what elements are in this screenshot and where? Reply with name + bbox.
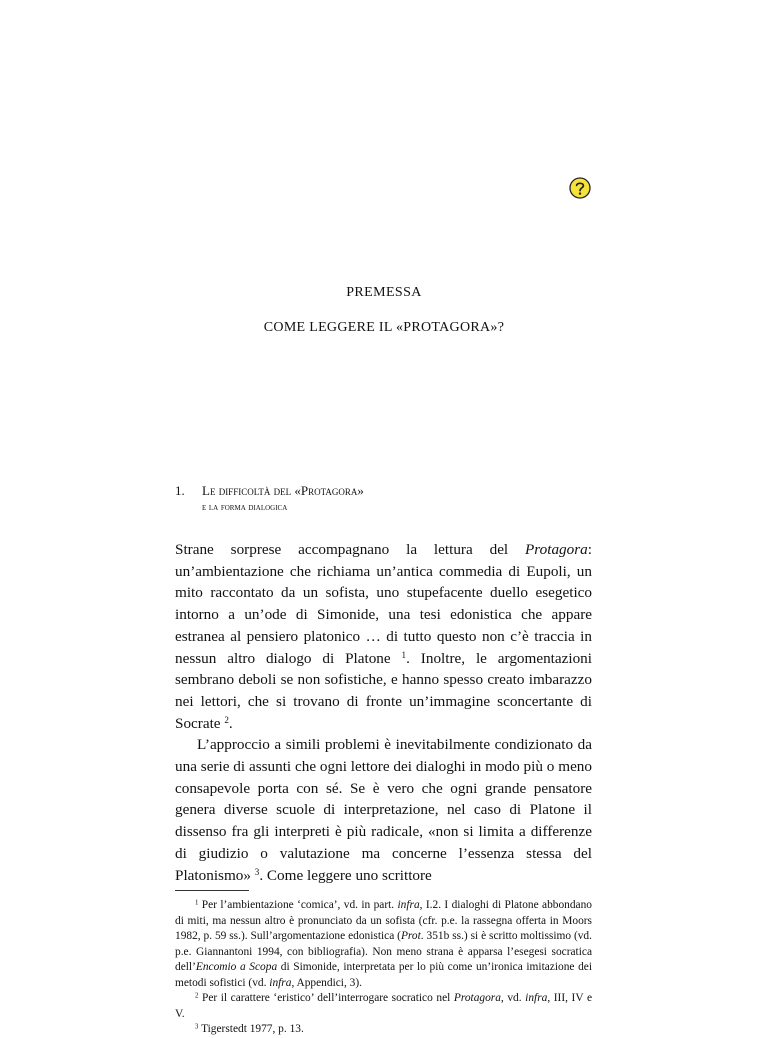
text-run: Tigerstedt 1977, p. 13. <box>201 1023 304 1035</box>
section-heading <box>175 482 364 516</box>
section-number: 1. <box>175 483 185 498</box>
text-run: di Simonide, interpretata per lo più come un’ironica imitazione dei metodi sofistici (vd. <box>175 961 592 989</box>
paragraph-1 <box>175 539 592 734</box>
footnotes <box>175 898 592 1038</box>
question-mark-icon[interactable] <box>569 177 591 199</box>
text-run: : un’ambientazione che richiama un’antica commedia di Eupoli, un mito raccontato da un sofista, uno stupefacente duello esegetico intorno a un’ode di Simonide, una tesi edonistica che appare estranea al pensiero platonico … di tutto questo non c’è traccia in nessun altro dialogo di Platone <box>175 541 592 667</box>
text-run: L’approccio a simili problemi è inevitabilmente condizionato da una serie di assunti che ogni lettore dei dialoghi in modo più o meno consapevole porta con sé. Se è vero che ogni grande pensatore genera diverse scuole di interpretazione, nel caso di Platone il dissenso fra gli interpreti è più radicale, «non si limita a differenze di giudizio o valutazione ma concerne l’essenza stessa del Platonismo» <box>175 736 592 884</box>
italic-text: Encomio a Scopa <box>195 961 278 973</box>
italic-title: Protagora <box>525 541 588 558</box>
footnote-ref-1[interactable]: 1 <box>401 649 407 660</box>
text-run: . 351b ss.) si è scritto moltissimo (vd. p.e. Giannantoni 1994, con bibliografia). Non meno strana è apparsa l’esegesi socratica dell’ <box>175 930 592 973</box>
text-run: , Appendici, 3). <box>291 976 362 989</box>
footnote-2 <box>175 991 592 1022</box>
section-title-line2: e la forma dialogica <box>202 502 288 513</box>
section-title-line1: Le difficoltà del «Protagora» <box>202 483 364 498</box>
text-run: , vd. <box>500 992 526 1004</box>
page-subtitle: COME LEGGERE IL «PROTAGORA»? <box>263 320 505 335</box>
italic-text: Protagora <box>453 992 501 1004</box>
italic-text: Prot <box>400 930 421 942</box>
text-run: , III, IV e V. <box>175 992 592 1020</box>
text-run: , I.2. I dialoghi di Platone abbondano di miti, ma nessun altro è pronunciato da un sofista (cfr. p.e. la rassegna offerta in Moors 1982, p. 59 ss.). Sull’argomentazione edonistica ( <box>175 899 593 942</box>
text-run: . Inoltre, le argomentazioni sembrano deboli se non sofistiche, e hanno spesso creato imbarazzo nei lettori, che si trovano di fronte un’immagine sconcertante di Socrate <box>175 649 592 732</box>
text-run: . <box>228 714 233 732</box>
footnote-ref-3[interactable]: 3 <box>254 866 260 877</box>
italic-text: infra <box>525 992 548 1004</box>
italic-text: infra <box>269 976 292 989</box>
body-text <box>175 539 592 886</box>
text-run: Strane sorprese accompagnano la lettura del <box>175 541 526 558</box>
footnote-number: 1 <box>195 899 199 907</box>
footnote-1 <box>175 898 592 991</box>
page-title: PREMESSA <box>346 285 422 300</box>
paragraph-2 <box>175 734 592 886</box>
footnote-ref-2[interactable]: 2 <box>224 714 229 725</box>
footnote-3 <box>175 1022 592 1038</box>
text-run: Per l’ambientazione ‘comica’, vd. in part. <box>201 899 398 911</box>
footnote-separator <box>175 890 249 891</box>
footnote-number: 2 <box>195 992 199 1000</box>
text-run: Per il carattere ‘eristico’ dell’interrogare socratico nel <box>202 992 454 1004</box>
footnote-number: 3 <box>195 1023 199 1031</box>
text-run: . Come leggere uno scrittore <box>259 866 432 884</box>
italic-text: infra <box>397 899 420 911</box>
